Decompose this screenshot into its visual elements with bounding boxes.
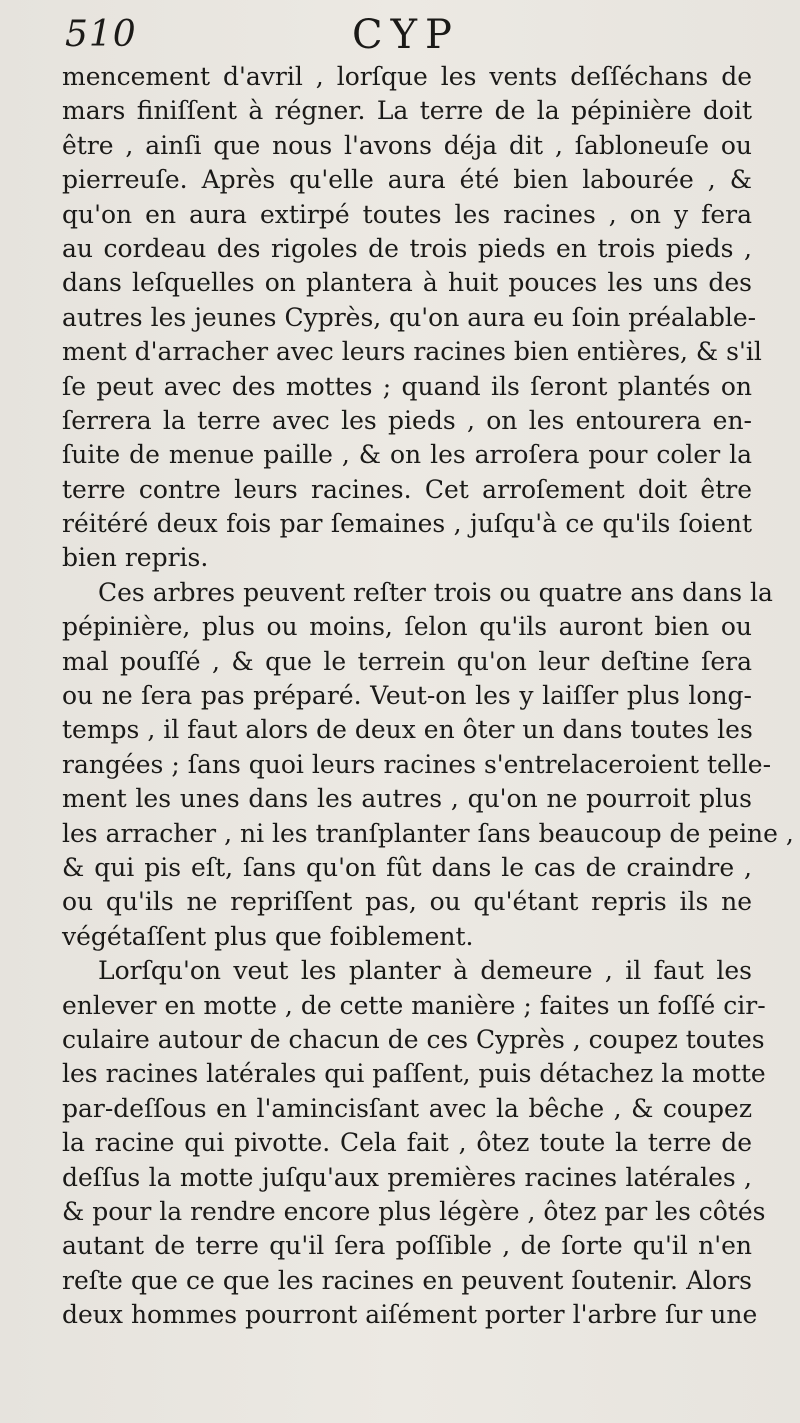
text-line: ment les unes dans les autres , qu'on ne pourroit plus [62,784,752,814]
text-line: par-deſſous en l'amincisſant avec la bêche , & coupez [62,1093,752,1123]
text-line: pierreuſe. Après qu'elle aura été bien labourée , & [62,165,752,195]
text-line: culaire autour de chacun de ces Cyprès , coupez toutes [62,1024,765,1054]
text-line: Lorſqu'on veut les planter à demeure , il faut les [98,956,752,986]
text-line: & pour la rendre encore plus légère , ôtez par les côtés [62,1196,766,1226]
text-line: mal pouſſé , & que le terrein qu'on leur deſtine ſera [62,646,752,676]
text-line: réitéré deux fois par ſemaines , juſqu'à ce qu'ils ſoient [62,509,752,539]
text-line: mencement d'avril , lorſque les vents deſſéchans de [62,62,752,91]
text-line: rangées ; ſans quoi leurs racines s'entrelaceroient telle- [62,749,772,779]
text-line: mars finiſſent à régner. La terre de la pépinière doit [62,96,752,126]
text-line: les racines latérales qui paſſent, puis détachez la motte [62,1059,766,1089]
text-line: terre contre leurs racines. Cet arroſement doit être [62,474,752,504]
text-line: ſe peut avec des mottes ; quand ils ſeront plantés on [62,371,752,401]
text-line: dans leſquelles on plantera à huit pouces les uns des [62,268,752,298]
running-head: CYP [352,12,460,58]
text-line: ou qu'ils ne repriſſent pas, ou qu'étant repris ils ne [62,887,752,917]
text-line: deſſus la motte juſqu'aux premières racines latérales , [62,1162,752,1192]
text-line: temps , il faut alors de deux en ôter un dans toutes les [62,715,753,745]
text-line: autres les jeunes Cyprès, qu'on aura eu ſoin préalable- [62,302,757,332]
text-line: ſerrera la terre avec les pieds , on les entourera en- [62,405,752,435]
text-line: ou ne ſera pas préparé. Veut-on les y laiſſer plus long- [62,681,752,711]
text-line: qu'on en aura extirpé toutes les racines , on y fera [62,199,752,229]
text-line: la racine qui pivotte. Cela fait , ôtez toute la terre de [62,1128,752,1158]
text-line: Ces arbres peuvent reſter trois ou quatre ans dans la [98,577,773,607]
text-line: bien repris. [62,543,209,573]
page-number: 510 [65,14,137,55]
body-text [62,60,794,1332]
text-line: reſte que ce que les racines en peuvent ſoutenir. Alors [62,1265,752,1295]
text-line: au cordeau des rigoles de trois pieds en trois pieds , [62,233,752,263]
text-line: les arracher , ni les tranſplanter ſans beaucoup de peine , [62,818,794,848]
text-line: ſuite de menue paille , & on les arroſera pour coler la [62,440,752,470]
text-line: autant de terre qu'il ſera poſſible , de ſorte qu'il n'en [62,1231,752,1261]
text-line: deux hommes pourront aiſément porter l'arbre ſur une [62,1300,758,1330]
text-line: pépinière, plus ou moins, ſelon qu'ils auront bien ou [62,612,752,642]
text-line: & qui pis eſt, ſans qu'on fût dans le cas de craindre , [62,852,752,882]
text-line: ment d'arracher avec leurs racines bien entières, & s'il [62,337,762,367]
text-line: végétaſſent plus que foiblement. [62,921,474,951]
text-line: enlever en motte , de cette manière ; faites un foſſé cir- [62,990,766,1020]
text-line: être , ainſi que nous l'avons déja dit , ſabloneuſe ou [62,130,752,160]
